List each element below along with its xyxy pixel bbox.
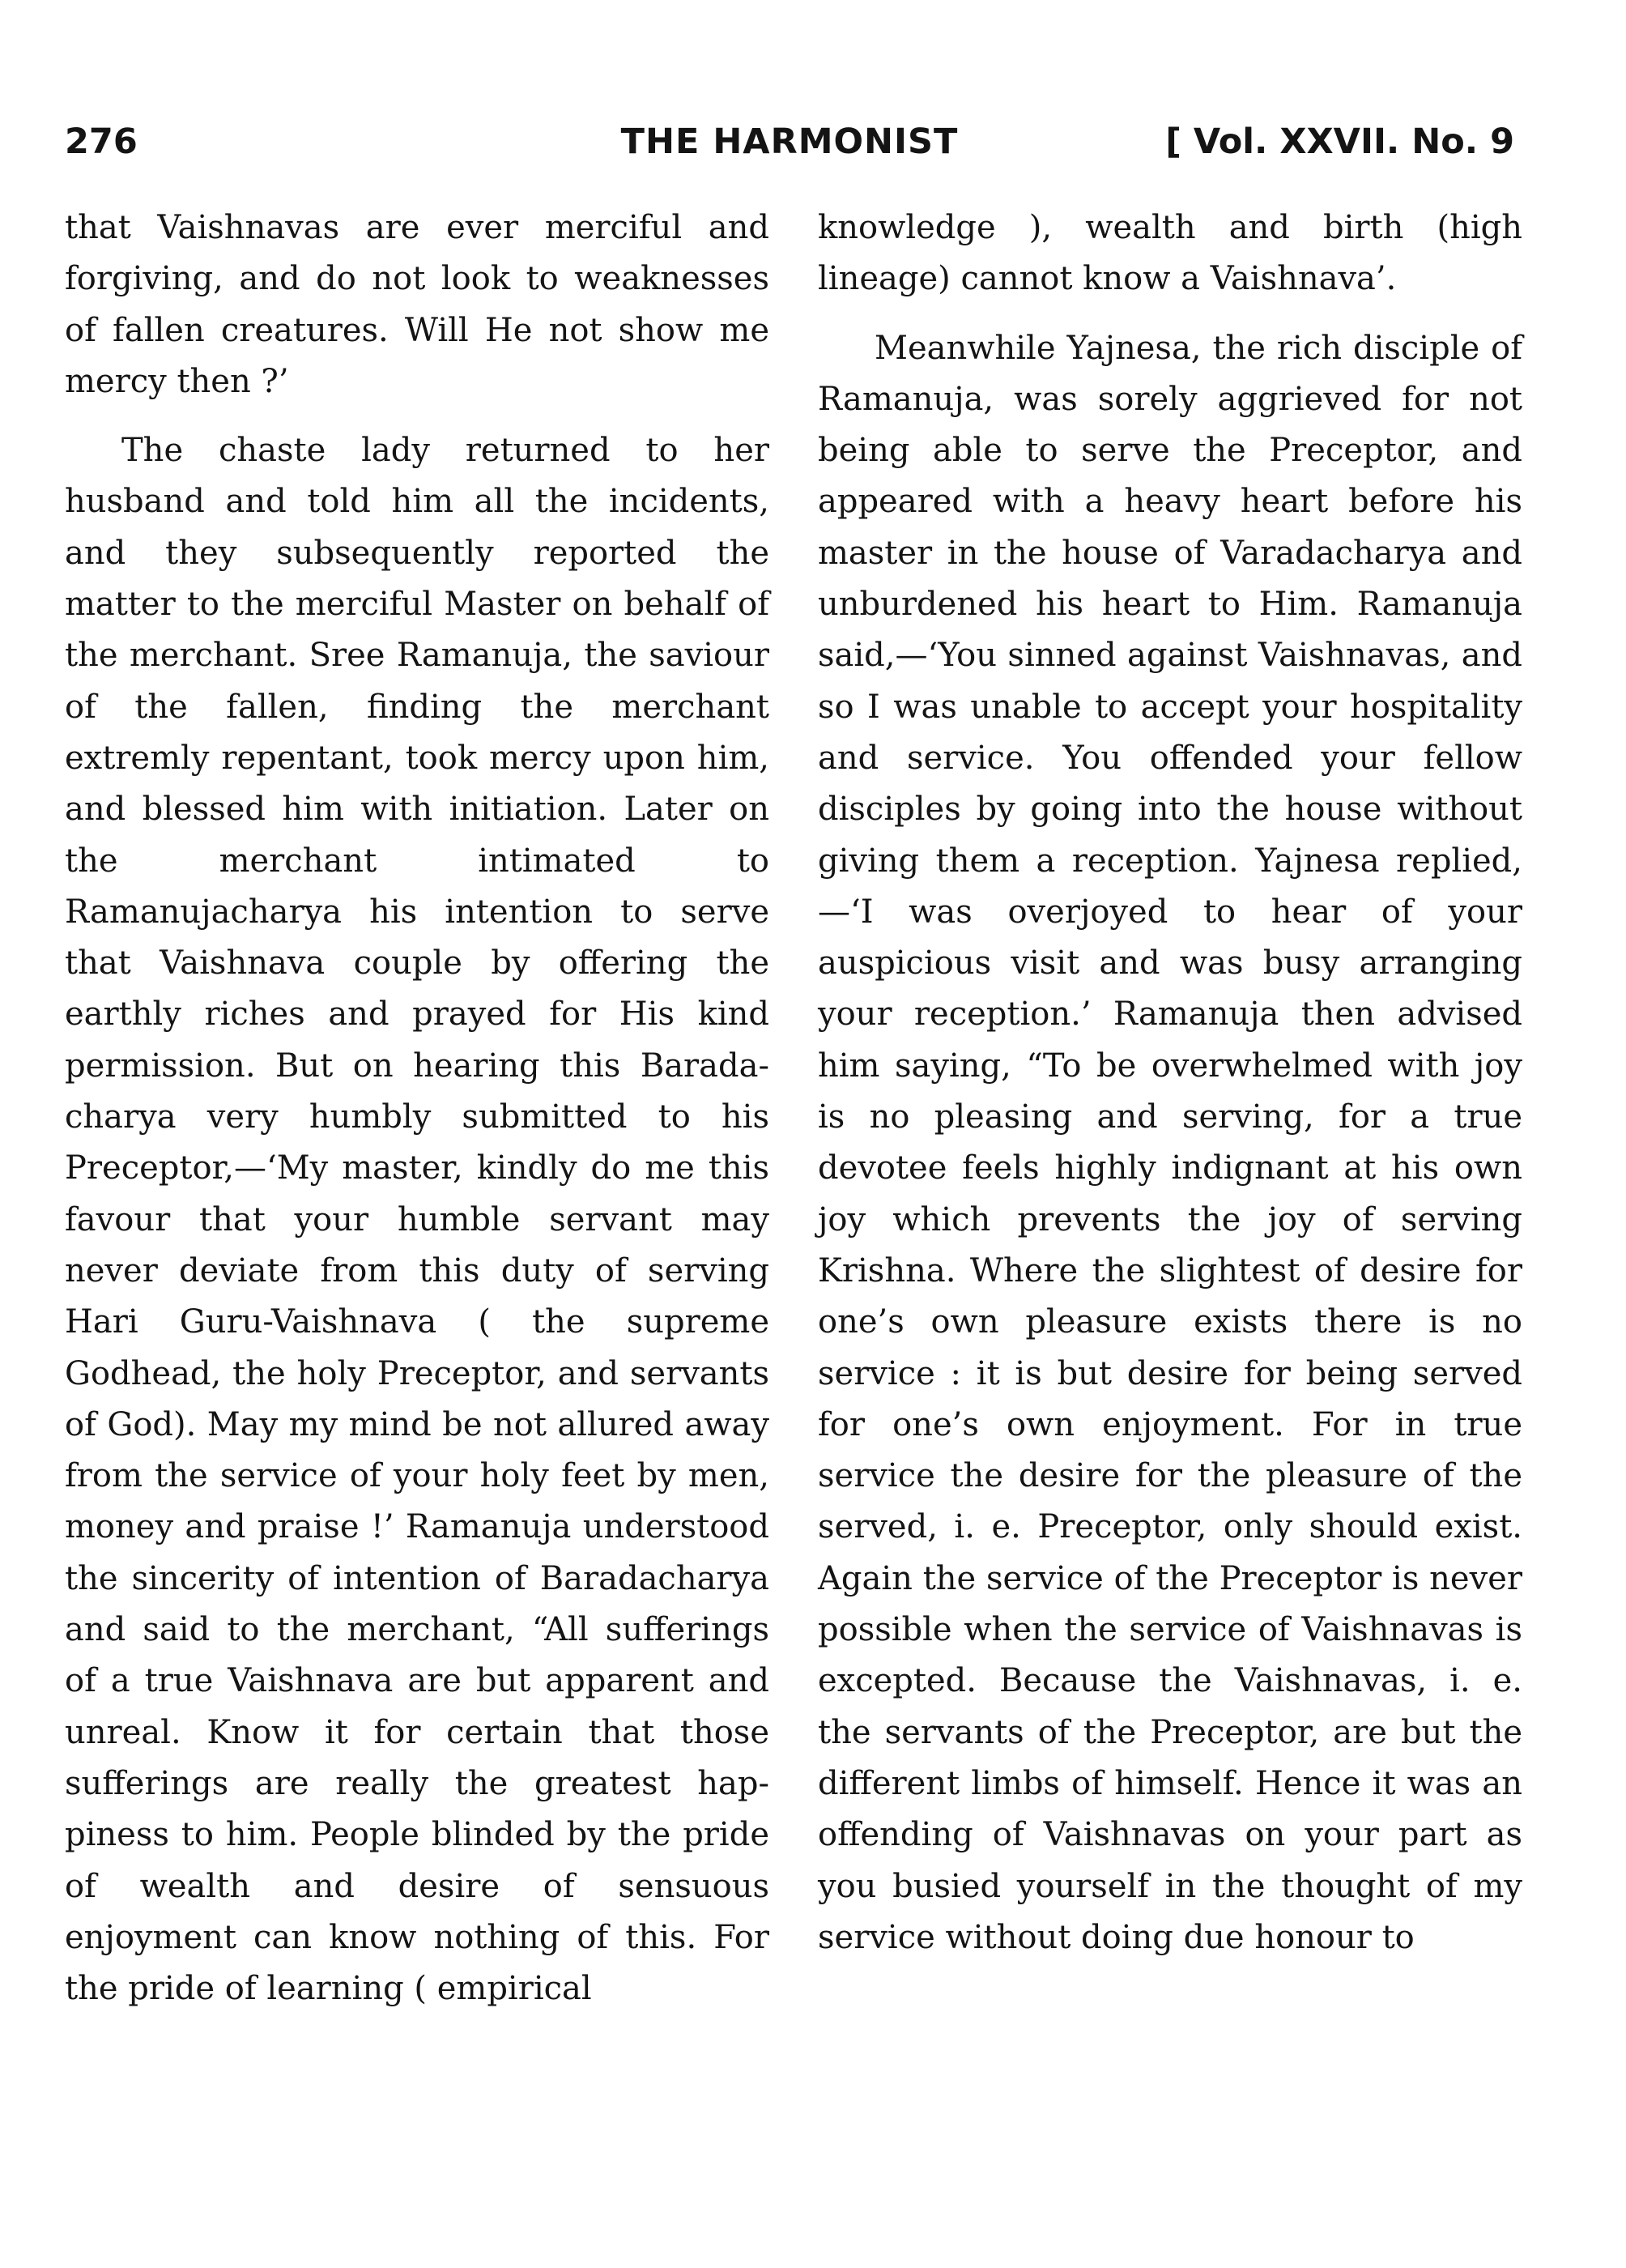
paragraph: Meanwhile Yajnesa, the rich disciple of Ramanuja, was sorely aggrieved for not being able to serve the Preceptor, and appeared with a heavy heart before his master in the house of Varadacharya and unburdened his heart to Him. Ramanuja said,—‘You sinned against Vaishnavas, and so I was unable to accept your hospitality and service. You offended your fellow disciples by going into the house without giving them a reception. Yajnesa replied,—‘I was overjoyed to hear of your auspicious visit and was busy arranging your reception.’ Ramanuja then advised him saying, “To be overwhelmed with joy is no pleasing and serving, for a true devotee feels highly indignant at his own joy which prevents the joy of serving Krishna. Where the slightest of desire for one’s own pleasure exists there is no service : it is but desire for being served for one’s own enjoyment. For in true service the desire for the pleasure of the served, i. e. Preceptor, only should exist. Again the service of the Preceptor is never possible when the service of Vaishnavas is excepted. Because the Vaishnavas, i. e. the servants of the Preceptor, are but the different limbs of himself. Hence it was an offending of Vaishnavas on your part as you busied yourself in the thought of my service without doing due honour to <box>818 329 1522 1956</box>
left-column <box>65 202 769 2014</box>
issue-label: [ Vol. XXVII. No. 9 <box>1165 122 1514 162</box>
journal-title: THE HARMONIST <box>620 122 959 162</box>
right-column <box>818 202 1522 1963</box>
page-number: 276 <box>65 122 138 162</box>
page-header <box>65 122 1514 178</box>
paragraph: that Vaishnavas are ever merciful and forgiving, and do not look to weaknesses of fallen creatures. Will He not show me mercy then ?’ <box>65 209 769 400</box>
paragraph: The chaste lady returned to her husband and told him all the incidents, and they subsequently reported the matter to the merciful Master on behalf of the merchant. Sree Ramanuja, the saviour of the fallen, finding the merchant extremly repentant, took mercy upon him, and blessed him with initiation. Later on the merchant intimated to Ramanujacharya his intention to serve that Vaishnava couple by offering the earthly riches and prayed for His kind permission. But on hearing this Baradacharya very humbly submitted to his Preceptor,—‘My master, kindly do me this favour that your humble servant may never deviate from this duty of serving Hari Guru-Vaishnava ( the supreme Godhead, the holy Preceptor, and servants of God). May my mind be not allured away from the service of your holy feet by men, money and praise !’ Ramanuja understood the sincerity of intention of Baradacharya and said to the merchant, “All sufferings of a true Vaishnava are but apparent and unreal. Know it for certain that those sufferings are really the greatest happiness to him. People blinded by the pride of wealth and desire of sensuous enjoyment can know nothing of this. For the pride of learning ( empirical <box>65 432 769 2008</box>
paragraph: knowledge ), wealth and birth (high lineage) cannot know a Vaishnava’. <box>818 209 1522 298</box>
